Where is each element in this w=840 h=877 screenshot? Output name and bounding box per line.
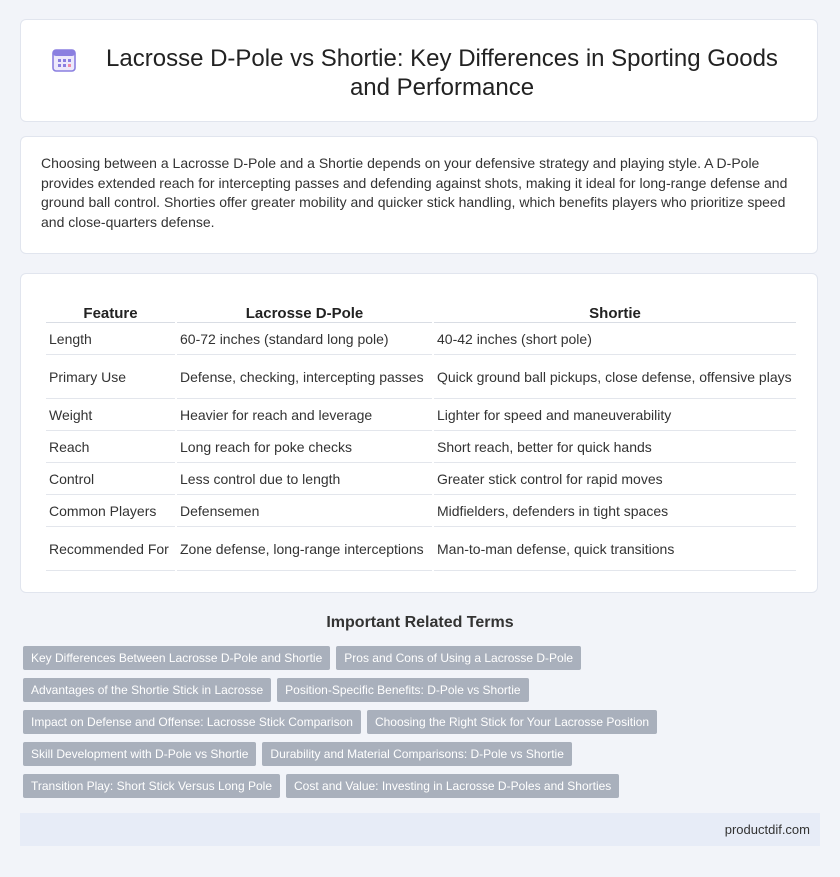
related-terms-heading: Important Related Terms [326,614,514,631]
related-term-tag[interactable]: Skill Development with D-Pole vs Shortie [23,742,256,766]
cell-shortie: Short reach, better for quick hands [434,431,796,463]
table-row [46,527,796,571]
cell-shortie: Midfielders, defenders in tight spaces [434,495,796,527]
cell-feature: Primary Use [46,355,175,399]
header-shortie: Shortie [434,294,796,323]
cell-shortie: Lighter for speed and maneuverability [434,399,796,431]
cell-shortie: Man-to-man defense, quick transitions [434,527,796,571]
cell-shortie: Quick ground ball pickups, close defense, offensive plays [434,355,796,399]
related-terms-list [23,646,803,806]
cell-feature: Weight [46,399,175,431]
calendar-icon [51,47,77,73]
tag-row [23,742,803,766]
comparison-card [20,273,818,593]
related-term-tag[interactable]: Durability and Material Comparisons: D-Pole vs Shortie [262,742,571,766]
cell-dpole: 60-72 inches (standard long pole) [177,323,432,355]
table-header-row [46,294,796,323]
header-feature: Feature [46,294,175,323]
cell-feature: Common Players [46,495,175,527]
table-row [46,463,796,495]
cell-dpole: Defensemen [177,495,432,527]
footer [20,813,820,846]
cell-shortie: 40-42 inches (short pole) [434,323,796,355]
page-title: Lacrosse D-Pole vs Shortie: Key Differences in Sporting Goods and Performance [106,45,778,101]
table-row [46,323,796,355]
cell-feature: Recommended For [46,527,175,571]
cell-shortie: Greater stick control for rapid moves [434,463,796,495]
title-card [20,19,818,122]
intro-card [20,136,818,254]
cell-feature: Length [46,323,175,355]
cell-dpole: Heavier for reach and leverage [177,399,432,431]
related-term-tag[interactable]: Pros and Cons of Using a Lacrosse D-Pole [336,646,581,670]
tag-row [23,678,803,702]
table-row [46,495,796,527]
cell-dpole: Zone defense, long-range interceptions [177,527,432,571]
tag-row [23,646,803,670]
table-row [46,399,796,431]
related-term-tag[interactable]: Choosing the Right Stick for Your Lacrosse Position [367,710,657,734]
related-term-tag[interactable]: Key Differences Between Lacrosse D-Pole and Shortie [23,646,330,670]
title-wrap [21,20,817,102]
related-term-tag[interactable]: Position-Specific Benefits: D-Pole vs Shortie [277,678,528,702]
cell-feature: Reach [46,431,175,463]
footer-site-link[interactable]: productdif.com [724,822,810,837]
header-dpole: Lacrosse D-Pole [177,294,432,323]
tag-row [23,710,803,734]
related-term-tag[interactable]: Impact on Defense and Offense: Lacrosse Stick Comparison [23,710,361,734]
cell-dpole: Long reach for poke checks [177,431,432,463]
table-row [46,431,796,463]
related-term-tag[interactable]: Cost and Value: Investing in Lacrosse D-Poles and Shorties [286,774,619,798]
related-term-tag[interactable]: Transition Play: Short Stick Versus Long Pole [23,774,280,798]
intro-paragraph: Choosing between a Lacrosse D-Pole and a Shortie depends on your defensive strategy and playing style. A D-Pole provides extended reach for intercepting passes and defending against shots, making it ideal for long-range defense and ground ball control. Shorties offer greater mobility and quicker stick handling, which benefits players who prioritize speed and close-quarters defense. [41,155,788,230]
cell-dpole: Defense, checking, intercepting passes [177,355,432,399]
related-term-tag[interactable]: Advantages of the Shortie Stick in Lacrosse [23,678,271,702]
cell-feature: Control [46,463,175,495]
comparison-table [44,294,798,571]
tag-row [23,774,803,798]
cell-dpole: Less control due to length [177,463,432,495]
table-row [46,355,796,399]
